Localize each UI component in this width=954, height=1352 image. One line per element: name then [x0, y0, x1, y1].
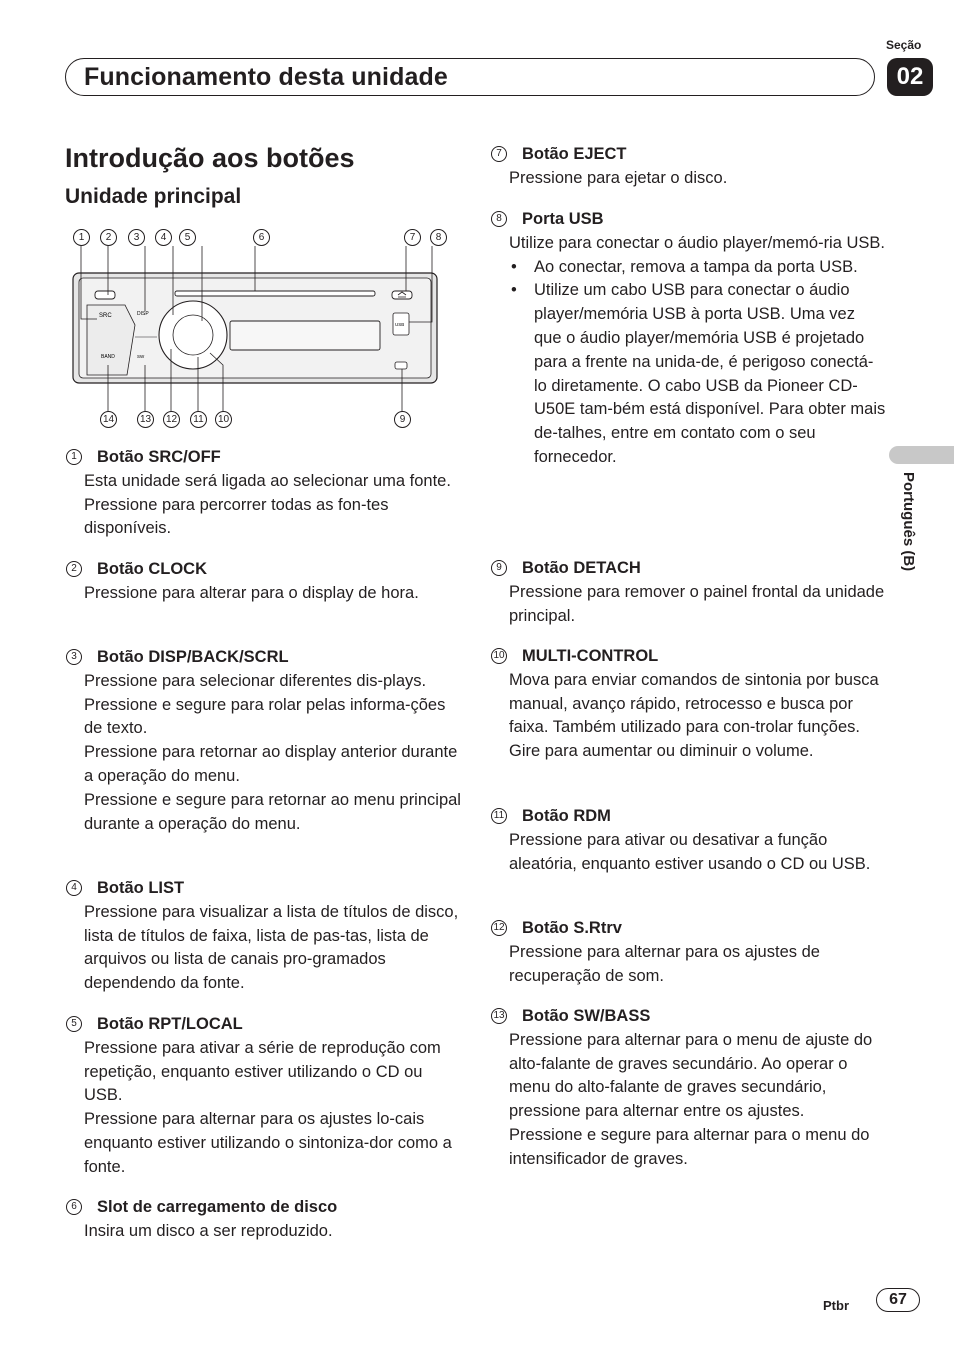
item-description: Pressione e segure para retornar ao menu principal durante a operação do menu.	[84, 790, 461, 833]
callout-7: 7	[404, 229, 421, 246]
callout-10: 10	[215, 411, 232, 428]
callout-5: 5	[179, 229, 196, 246]
item-title: Botão LIST	[97, 879, 185, 897]
item-description: Esta unidade será ligada ao selecionar uma fonte. Pressione para percorrer todas as fon-tes disponíveis.	[84, 471, 451, 538]
button-description-item	[66, 1196, 461, 1244]
item-title: Botão SW/BASS	[522, 1007, 651, 1025]
item-number-circle: 5	[66, 1016, 82, 1032]
item-title: Botão DETACH	[522, 559, 641, 577]
item-title: Botão DISP/BACK/SCRL	[97, 648, 289, 666]
language-tab-label: Português (B)	[900, 472, 917, 572]
chapter-title: Funcionamento desta unidade	[84, 63, 448, 91]
language-tab-marker	[889, 446, 954, 464]
button-description-item	[491, 208, 886, 470]
item-description: Pressione para ativar ou desativar a função aleatória, enquanto estiver usando o CD ou USB.	[509, 830, 871, 873]
button-description-item	[491, 1005, 886, 1172]
item-number-circle: 11	[491, 808, 507, 824]
button-description-item	[66, 877, 461, 996]
callout-3: 3	[128, 229, 145, 246]
page-subtitle: Unidade principal	[65, 185, 242, 208]
item-number-circle: 10	[491, 648, 507, 664]
page-title: Introdução aos botões	[65, 143, 355, 173]
item-description: Mova para enviar comandos de sintonia por busca manual, avanço rápido, retrocesso e busca por faixa. Também utilizado para con-trolar funções.	[509, 670, 879, 737]
item-description: Utilize para conectar o áudio player/memó-ria USB.	[509, 233, 885, 252]
callout-11: 11	[190, 411, 207, 428]
item-description: Pressione para visualizar a lista de títulos de disco, lista de títulos de faixa, lista de pas-tas, lista de arquivos ou lista de canais pro-gramados dependendo da fonte.	[84, 902, 459, 993]
item-description: Pressione para alternar para os ajustes de recuperação de som.	[509, 942, 820, 985]
item-description: Pressione para alternar para o menu de ajuste do alto-falante de graves secundário. Ao operar o menu do alto-falante de graves secundário, pressione para alternar entre os ajustes.	[509, 1030, 873, 1121]
callout-8: 8	[430, 229, 447, 246]
button-description-item	[66, 646, 461, 836]
item-number-circle: 6	[66, 1199, 82, 1215]
item-description: Pressione para alterar para o display de hora.	[84, 583, 419, 602]
page-number: 67	[876, 1288, 920, 1312]
src-label: SRC	[99, 313, 112, 319]
item-number-circle: 9	[491, 560, 507, 576]
button-description-item	[491, 557, 886, 628]
footer-language-code: Ptbr	[823, 1298, 849, 1313]
sw-label: SW	[137, 354, 145, 359]
callout-1: 1	[73, 229, 90, 246]
item-number-circle: 1	[66, 449, 82, 465]
item-description: Insira um disco a ser reproduzido.	[84, 1221, 333, 1240]
item-description: Pressione para remover o painel frontal da unidade principal.	[509, 582, 885, 625]
item-description: Pressione e segure para rolar pelas informa-ções de texto.	[84, 695, 446, 738]
callout-13: 13	[137, 411, 154, 428]
item-description: Gire para aumentar ou diminuir o volume.	[509, 742, 814, 761]
usb-label: USB	[395, 322, 405, 327]
item-description: Pressione para selecionar diferentes dis-plays.	[84, 671, 427, 690]
disp-label: DISP	[137, 311, 149, 317]
item-title: Botão SRC/OFF	[97, 448, 221, 466]
button-description-item	[66, 558, 461, 606]
item-title: Botão S.Rtrv	[522, 919, 622, 937]
bullet-item: • Utilize um cabo USB para conectar o áudio player/memória USB à porta USB. Uma vez que o áudio player/memória USB é projetado para a frente na unida-de, é perigoso conectá-lo diretamente. O cabo USB da Pioneer CD-U50E tam-bém está disponível. Para obter mais de-talhes, entre em contato com o seu fornecedor.	[509, 279, 886, 469]
bullet-list	[491, 256, 886, 470]
item-title: Slot de carregamento de disco	[97, 1198, 338, 1216]
button-description-item	[66, 1013, 461, 1180]
item-description: Pressione para retornar ao display anterior durante a operação do menu.	[84, 743, 458, 785]
item-number-circle: 12	[491, 920, 507, 936]
item-title: Botão EJECT	[522, 145, 627, 163]
item-number-circle: 3	[66, 649, 82, 665]
item-number-circle: 4	[66, 880, 82, 896]
section-number-badge: 02	[887, 58, 933, 96]
item-number-circle: 2	[66, 561, 82, 577]
item-title: Botão CLOCK	[97, 560, 207, 578]
callout-9: 9	[394, 411, 411, 428]
item-title: MULTI-CONTROL	[522, 647, 659, 665]
head-unit-illustration	[65, 225, 445, 435]
item-title: Botão RDM	[522, 807, 611, 825]
callout-14: 14	[100, 411, 117, 428]
button-description-item	[66, 446, 461, 541]
button-description-item	[491, 143, 886, 191]
callout-6: 6	[253, 229, 270, 246]
callout-2: 2	[100, 229, 117, 246]
band-label: BAND	[101, 354, 115, 360]
item-description: Pressione para alternar para os ajustes lo-cais enquanto estiver utilizando o sintoniza-dor como a fonte.	[84, 1110, 452, 1176]
bullet-item: • Ao conectar, remova a tampa da porta USB.	[509, 256, 886, 280]
item-title: Porta USB	[522, 210, 604, 228]
button-description-item	[491, 805, 886, 876]
head-unit-diagram	[65, 225, 445, 435]
item-description: Pressione e segure para alternar para o menu do intensificador de graves.	[509, 1125, 870, 1168]
item-description: Pressione para ativar a série de reprodução com repetição, enquanto estiver utilizando o CD ou USB.	[84, 1038, 441, 1105]
button-description-item	[491, 917, 886, 988]
callout-4: 4	[155, 229, 172, 246]
item-number-circle: 13	[491, 1008, 507, 1024]
callout-12: 12	[163, 411, 180, 428]
item-number-circle: 8	[491, 211, 507, 227]
item-number-circle: 7	[491, 146, 507, 162]
section-label: Seção	[886, 38, 922, 52]
item-description: Pressione para ejetar o disco.	[509, 168, 728, 187]
item-title: Botão RPT/LOCAL	[97, 1015, 243, 1033]
button-description-item	[491, 645, 886, 764]
